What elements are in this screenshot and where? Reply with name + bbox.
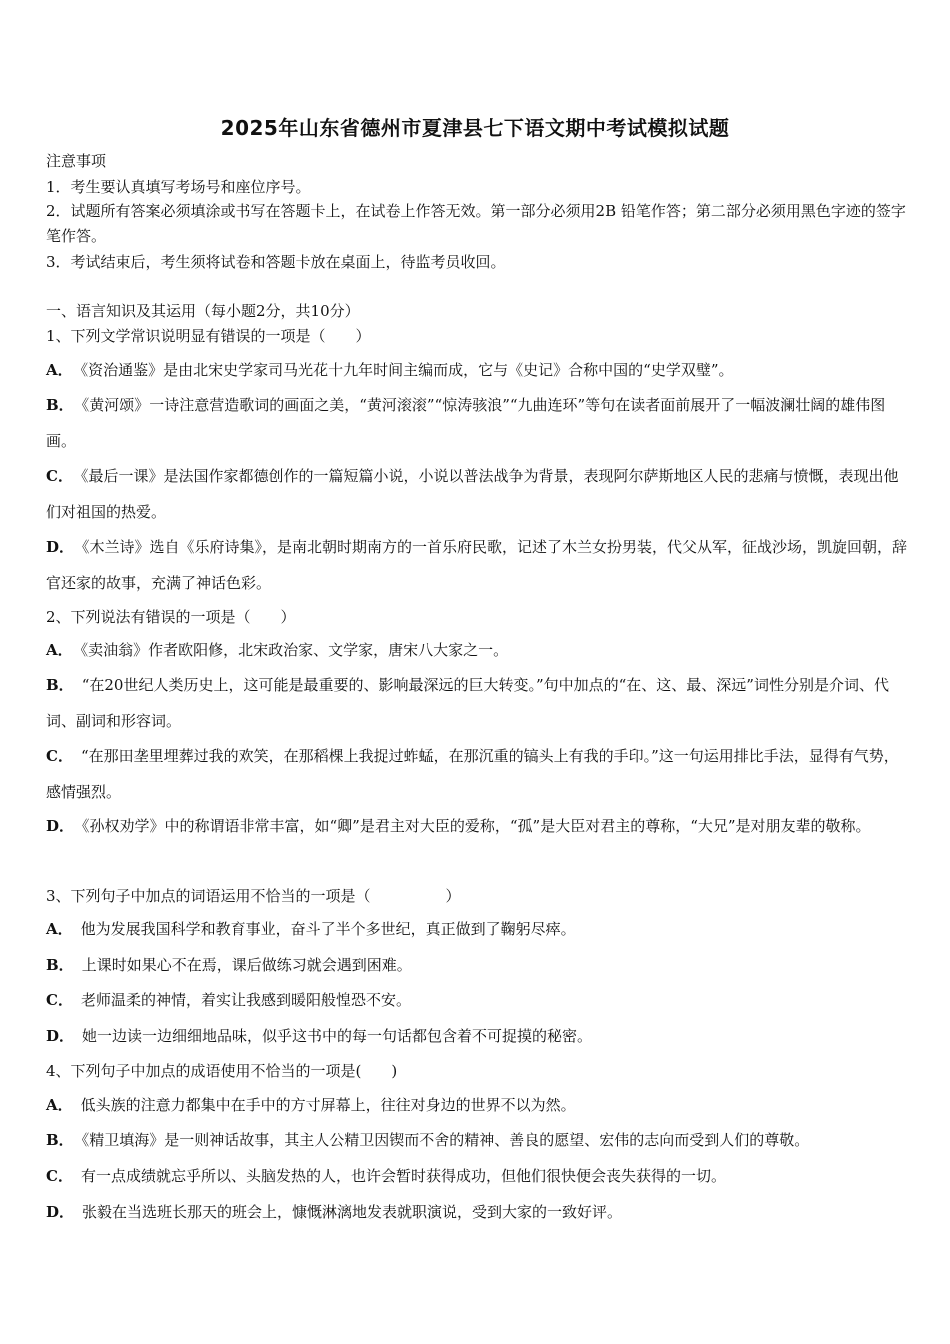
page-title: 2025年山东省德州市夏津县七下语文期中考试模拟试题 (220, 116, 730, 140)
option-text: 《精卫填海》是一则神话故事，其主人公精卫因锲而不舍的精神、善良的愿望、宏伟的志向而受到人们的尊敬。 (81, 1131, 810, 1149)
option-label: A． (46, 1096, 73, 1114)
question-option (46, 738, 912, 810)
question-option (46, 667, 912, 739)
question-option (46, 1130, 916, 1150)
option-label: B． (46, 396, 74, 414)
notice-item: 1．考生要认真填写考场号和座位序号。 (46, 178, 311, 196)
notice-item: 3．考试结束后，考生须将试卷和答题卡放在桌面上，待监考员收回。 (46, 253, 506, 271)
question-stem: 4、下列句子中加点的成语使用不恰当的一项是( ) (46, 1062, 398, 1080)
option-label: D． (46, 1027, 75, 1045)
option-text: 她一边读一边细细地品味，似乎这书中的每一句话都包含着不可捉摸的秘密。 (82, 1027, 593, 1045)
option-text: 有一点成绩就忘乎所以、头脑发热的人，也许会暂时获得成功，但他们很快便会丧失获得的一切。 (80, 1167, 726, 1185)
option-label: B． (46, 676, 74, 694)
option-text: 低头族的注意力都集中在手中的方寸屏幕上，往往对身边的世界不以为然。 (80, 1096, 576, 1114)
question-stem: 3、下列句子中加点的词语运用不恰当的一项是（ ） (46, 887, 461, 905)
notice-item: 2．试题所有答案必须填涂或书写在答题卡上，在试卷上作答无效。第一部分必须用2B 铅笔作答；第二部分必须用黑色字迹的签字笔作答。 (46, 202, 906, 245)
option-text: 《木兰诗》选自《乐府诗集》，是南北朝时期南方的一首乐府民歌，记述了木兰女扮男装，代父从军，征战沙场，凯旋回朝，辞官还家的故事，充满了神话色彩。 (46, 538, 908, 592)
option-text: “在那田垄里埋葬过我的欢笑，在那稻棵上我捉过蚱蜢，在那沉重的镐头上有我的手印。”这一句运用排比手法，显得有气势，感情强烈。 (46, 747, 899, 801)
option-text: 老师温柔的神情，着实让我感到暖阳般惶恐不安。 (80, 991, 411, 1009)
option-text: 《黄河颂》一诗注意营造歌词的画面之美，“黄河滚滚”“惊涛骇浪”“九曲连环”等句在读者面前展开了一幅波澜壮阔的雄伟图画。 (46, 396, 886, 450)
option-text: “在20世纪人类历史上，这可能是最重要的、影响最深远的巨大转变。”句中加点的“在、这、最、深远”词性分别是介词、代词、副词和形容词。 (46, 676, 889, 730)
option-label: C． (46, 991, 73, 1009)
question-option (46, 1166, 916, 1186)
question-option (46, 990, 916, 1010)
option-label: A． (46, 641, 73, 659)
option-label: D． (46, 817, 75, 835)
option-text: 上课时如果心不在焉，课后做练习就会遇到困难。 (81, 956, 412, 974)
option-label: D． (46, 538, 75, 556)
question-option (46, 1026, 916, 1046)
option-label: A． (46, 920, 73, 938)
question-stem: 2、下列说法有错误的一项是（ ） (46, 608, 296, 626)
question-stem: 1、下列文学常识说明显有错误的一项是（ ） (46, 327, 371, 345)
option-text: 他为发展我国科学和教育事业，奋斗了半个多世纪，真正做到了鞠躬尽瘁。 (80, 920, 576, 938)
option-label: C． (46, 467, 73, 485)
option-label: A． (46, 361, 73, 379)
option-label: D． (46, 1203, 75, 1221)
question-option (46, 1095, 916, 1115)
option-label: B． (46, 956, 74, 974)
option-text: 张毅在当选班长那天的班会上，慷慨淋漓地发表就职演说，受到大家的一致好评。 (82, 1203, 623, 1221)
option-text: 《孙权劝学》中的称谓语非常丰富，如“卿”是君主对大臣的爱称，“孤”是大臣对君主的尊称，“大兄”是对朋友辈的敬称。 (82, 817, 871, 835)
option-label: B． (46, 1131, 74, 1149)
question-option (46, 808, 912, 844)
option-label: C． (46, 747, 73, 765)
option-text: 《卖油翁》作者欧阳修，北宋政治家、文学家，唐宋八大家之一。 (80, 641, 509, 659)
question-option (46, 919, 916, 939)
question-option (46, 458, 912, 530)
option-text: 《最后一课》是法国作家都德创作的一篇短篇小说，小说以普法战争为背景，表现阿尔萨斯地区人民的悲痛与愤慨，表现出他们对祖国的热爱。 (46, 467, 899, 521)
question-option (46, 1202, 916, 1222)
option-label: C． (46, 1167, 73, 1185)
section-heading: 一、语言知识及其运用（每小题2分，共10分） (46, 302, 360, 320)
question-option (46, 387, 912, 459)
question-option (46, 352, 912, 388)
question-option (46, 529, 912, 601)
question-option (46, 955, 916, 975)
notice-heading: 注意事项 (46, 152, 107, 170)
question-option (46, 632, 912, 668)
option-text: 《资治通鉴》是由北宋史学家司马光花十九年时间主编而成，它与《史记》合称中国的“史学双璧”。 (80, 361, 734, 379)
